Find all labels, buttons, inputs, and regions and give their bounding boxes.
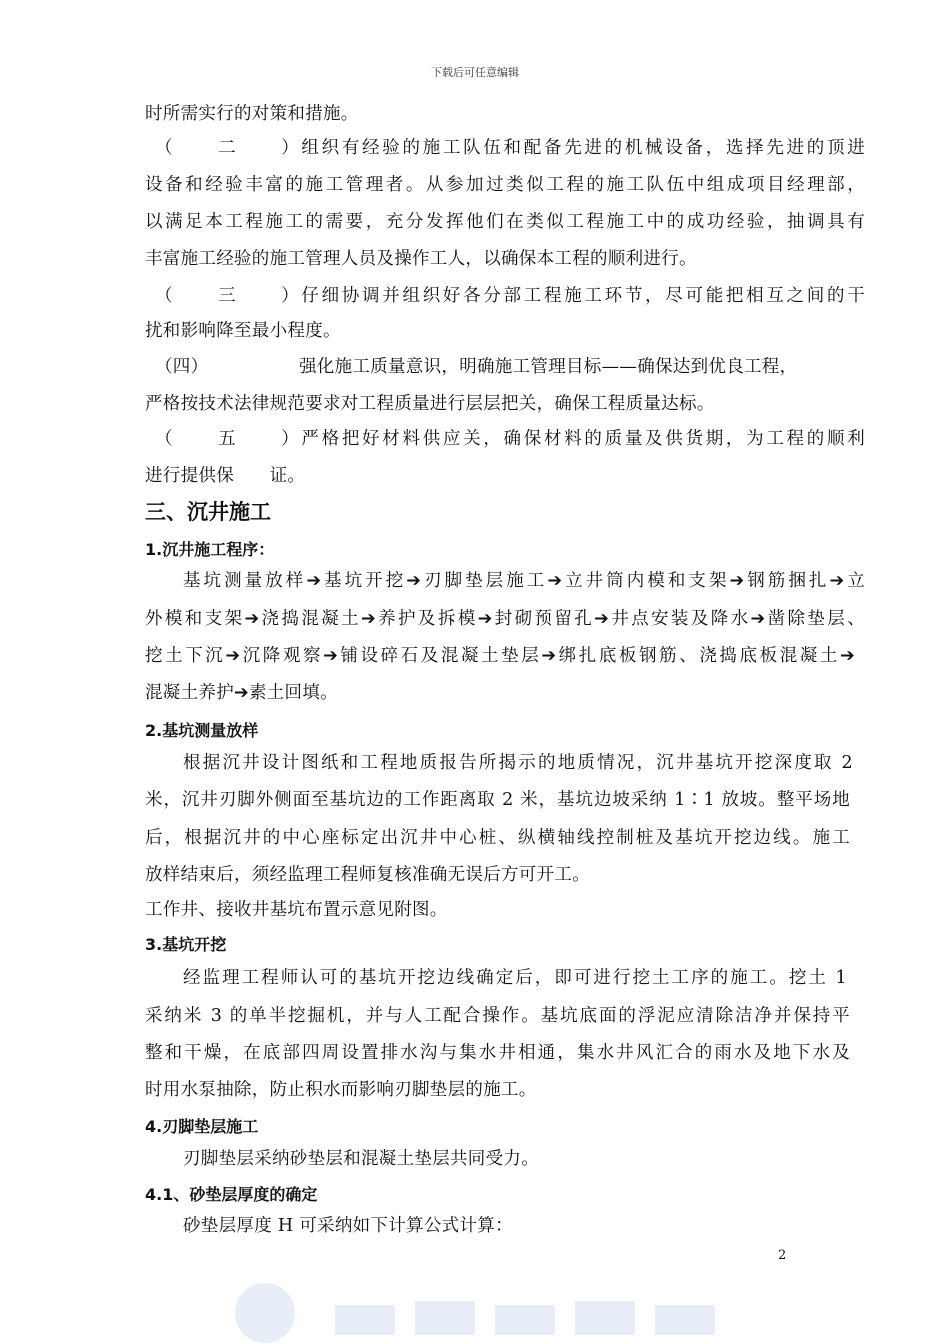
subsection-heading: 3.基坑开挖: [145, 935, 227, 954]
paragraph-line: 进行提供保 证。: [145, 466, 306, 486]
numbered-item-5: [145, 421, 865, 458]
paragraph-line: 采纳米 3 的单半挖掘机，并与人工配合操作。基坑底面的浮泥应清除洁净并保持平: [145, 1006, 850, 1026]
paragraph-line: 米，沉井刃脚外侧面至基坑边的工作距离取 2 米，基坑边坡采纳 1∶1 放坡。整平场地: [145, 790, 850, 810]
page-header: 下载后可任意编辑: [431, 66, 519, 79]
paragraph-line: 设备和经验丰富的施工管理者。从参加过类似工程的施工队伍中组成项目经理部，: [145, 175, 865, 195]
paragraph-line: 以满足本工程施工的需要，充分发挥他们在类似工程施工中的成功经验，抽调具有: [145, 212, 865, 232]
subsection-heading: 4.1、砂垫层厚度的确定: [145, 1185, 318, 1204]
subsection-heading: 2.基坑测量放样: [145, 721, 259, 740]
paragraph-line: 严格按技术法律规范要求对工程质量进行层层把关，确保工程质量达标。: [145, 394, 715, 414]
numbered-item-2: [145, 130, 865, 167]
paragraph-line: 扰和影响降至最小程度。: [145, 321, 341, 341]
paragraph-line: 时所需实行的对策和措施。: [145, 104, 359, 124]
paragraph-line: 基坑测量放样➔基坑开挖➔刃脚垫层施工➔立井筒内模和支架➔钢筋捆扎➔立: [183, 571, 865, 591]
paragraph-line: 根据沉井设计图纸和工程地质报告所揭示的地质情况，沉井基坑开挖深度取 2: [183, 753, 853, 773]
paragraph-line: 时用水泵抽除，防止积水而影响刃脚垫层的施工。: [145, 1080, 537, 1100]
item-text: 强化施工质量意识，明确施工管理目标——确保达到优良工程，: [299, 357, 798, 377]
paragraph-line: 挖土下沉➔沉降观察➔铺设碎石及混凝土垫层➔绑扎底板钢筋、浇捣底板混凝土➔: [145, 646, 855, 666]
subsection-heading: 4.刃脚垫层施工: [145, 1117, 259, 1136]
paragraph-line: 后，根据沉井的中心座标定出沉井中心桩、纵横轴线控制桩及基坑开挖边线。施工: [145, 828, 850, 848]
paragraph-line: 放样结束后，须经监理工程师复核准确无误后方可开工。: [145, 865, 590, 885]
paragraph-line: 经监理工程师认可的基坑开挖边线确定后，即可进行挖土工序的施工。挖土 1: [183, 968, 847, 988]
item-text: 仔细协调并组织好各分部工程施工环节，尽可能把相互之间的干: [299, 286, 865, 306]
paragraph-line: 砂垫层厚度 H 可采纳如下计算公式计算：: [183, 1216, 513, 1236]
item-number: （四）: [155, 357, 209, 377]
section-heading: 三、沉井施工: [145, 500, 271, 524]
numbered-item-3: [145, 278, 865, 315]
watermark-logo: [225, 1265, 745, 1344]
item-number: （三）: [155, 286, 299, 306]
paragraph-line: 刃脚垫层采纳砂垫层和混凝土垫层共同受力。: [183, 1149, 539, 1169]
paragraph-line: 外模和支架➔浇捣混凝土➔养护及拆模➔封砌预留孔➔井点安装及降水➔凿除垫层、: [145, 609, 865, 629]
paragraph-line: 混凝土养护➔素土回填。: [145, 683, 338, 703]
item-number: （五）: [155, 429, 299, 449]
paragraph-line: 丰富施工经验的施工管理人员及操作工人，以确保本工程的顺利进行。: [145, 249, 697, 269]
numbered-item-4: [145, 349, 865, 386]
item-text: 严格把好材料供应关，确保材料的质量及供货期，为工程的顺利: [299, 429, 865, 449]
item-text: 组织有经验的施工队伍和配备先进的机械设备，选择先进的顶进: [299, 138, 865, 158]
page-number: 2: [778, 1248, 787, 1263]
paragraph-line: 整和干燥，在底部四周设置排水沟与集水井相通，集水井风汇合的雨水及地下水及: [145, 1043, 850, 1063]
subsection-heading: 1.沉井施工程序：: [145, 540, 275, 559]
paragraph-line: 工作井、接收井基坑布置示意见附图。: [145, 900, 448, 920]
item-number: （二）: [155, 138, 299, 158]
